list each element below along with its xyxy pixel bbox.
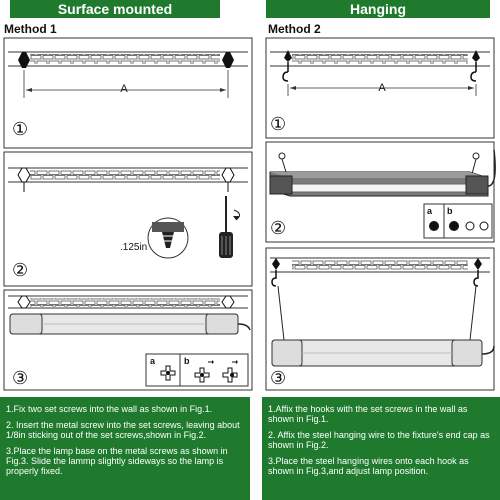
instruction-text: 3.Place the steel hanging wires onto each hook as shown in Fig.3,and adjust lamp position. [268,456,469,476]
surface-mounted-banner: Surface mounted [10,0,220,18]
legend-a-label: a [427,206,433,216]
legend-b-label: b [184,356,190,366]
right-instructions [262,397,500,500]
screw-detail-circle [148,218,188,258]
left-fig1 [4,38,252,148]
cross-slot-icon [449,221,459,231]
lamp-fixture [272,340,494,366]
step-number: ③ [12,368,29,388]
lamp-fixture [10,314,250,334]
instruction-text: 1.Fix two set screws into the wall as shown in Fig.1. [6,404,213,414]
legend-box [146,354,248,386]
wall-bricks [30,54,220,64]
left-instructions [0,397,250,500]
left-fig3 [4,290,252,390]
step-number: ① [270,114,287,134]
dimension-label: A [120,83,128,95]
cross-slot-icon [429,221,439,231]
method-1-title: Method 1 [4,22,57,36]
right-fig2 [266,142,495,242]
dimension-label: A [378,82,386,94]
legend-box [424,204,492,238]
legend-a-label: a [150,356,156,366]
step-number: ① [12,119,29,139]
right-fig3 [266,248,494,390]
step-number: ② [270,218,287,238]
instruction-text: 1.Affix the hooks with the set screws in the wall as shown in Fig.1. [268,404,468,424]
right-fig1 [266,38,494,138]
step-number: ② [12,260,29,280]
instruction-text: 2. Insert the metal screw into the set screws, leaving about 1/8in sticking out of the set screws,shown in Fig.2. [6,420,240,440]
screw-gap-label: .125in [120,242,148,253]
method-2-title: Method 2 [268,22,321,36]
instruction-text: 2. Affix the steel hanging wire to the fixture's end cap as shown in Fig.2. [268,430,490,450]
hanging-banner: Hanging [266,0,490,18]
left-fig2 [4,152,252,286]
step-number: ③ [270,368,287,388]
instruction-text: 3.Place the lamp base on the metal screws as shown in Fig.3. Slide the lammp slightly sideways so the lamp is properly fixed. [6,446,228,476]
legend-b-label: b [447,206,453,216]
